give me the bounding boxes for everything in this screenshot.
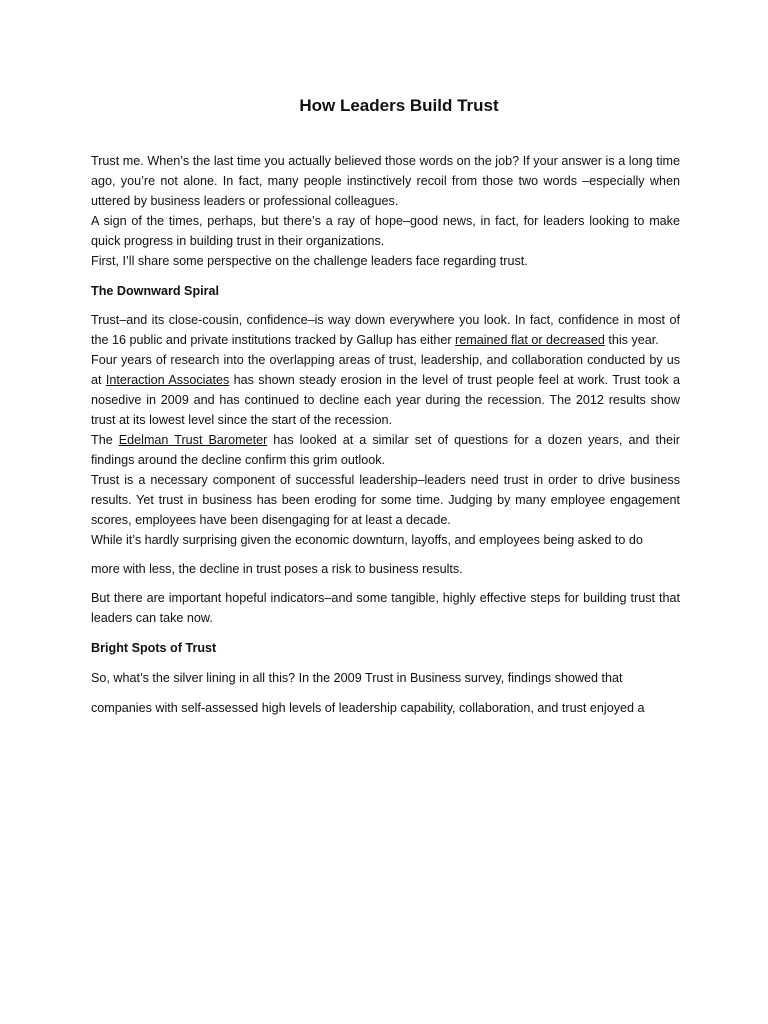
downward-spiral-paragraph-3 [91,430,680,470]
bright-spots-paragraph-line-1: So, what’s the silver lining in all this? In the 2009 Trust in Business survey, findings showed that [91,671,623,685]
paragraph-text: Trust–and its close-cousin, confidence–is way down everywhere you look. In fact, confidence in most of the 16 public and private institutions tracked by Gallup has either [91,313,680,347]
downward-spiral-paragraph-4: Trust is a necessary component of successful leadership–leaders need trust in order to drive business results. Yet trust in business has been eroding for some time. Judging by many employee engagement scores, employees have been disengaging for at least a decade. [91,473,680,527]
paragraph-text: this year. [604,333,659,347]
paragraph-text: Four years of research into the overlapping areas of trust, leadership, and collaboration conducted by us at [91,353,680,387]
interaction-associates-link[interactable]: Interaction Associates [105,373,230,387]
downward-spiral-paragraph-5-line-1: While it’s hardly surprising given the economic downturn, layoffs, and employees being asked to do [91,533,643,547]
downward-spiral-paragraph-1 [91,310,680,350]
intro-paragraph-2: A sign of the times, perhaps, but there’s a ray of hope–good news, in fact, for leaders looking to make quick progress in building trust in their organizations. [91,214,680,248]
downward-spiral-paragraph-5-line-2: more with less, the decline in trust poses a risk to business results. [91,562,463,576]
section-heading-downward-spiral: The Downward Spiral [91,284,220,298]
page-title: How Leaders Build Trust [299,96,499,115]
section-heading-bright-spots: Bright Spots of Trust [91,641,217,655]
paragraph-text: The [91,433,119,447]
bright-spots-paragraph-line-2: companies with self-assessed high levels of leadership capability, collaboration, and trust enjoyed a [91,701,645,715]
paragraph-text: has shown steady erosion in the level of trust people feel at work. Trust took a nosedive in 2009 and has continued to decline each year during the recession. The 2012 results show trust at its lowest level since the start of the recession. [91,373,680,427]
downward-spiral-paragraph-2 [91,350,680,430]
gallup-link[interactable]: remained flat or decreased [455,333,605,347]
edelman-trust-barometer-link[interactable]: Edelman Trust Barometer [118,433,268,447]
intro-paragraph-1: Trust me. When’s the last time you actually believed those words on the job? If your answer is a long time ago, you’re not alone. In fact, many people instinctively recoil from those two words –especially when uttered by business leaders or professional colleagues. [91,154,680,208]
document-body [91,151,680,718]
downward-spiral-paragraph-6: But there are important hopeful indicators–and some tangible, highly effective steps for building trust that leaders can take now. [91,591,680,625]
paragraph-text: has looked at a similar set of questions for a dozen years, and their findings around the decline confirm this grim outlook. [91,433,680,467]
intro-paragraph-3: First, I’ll share some perspective on the challenge leaders face regarding trust. [91,254,528,268]
